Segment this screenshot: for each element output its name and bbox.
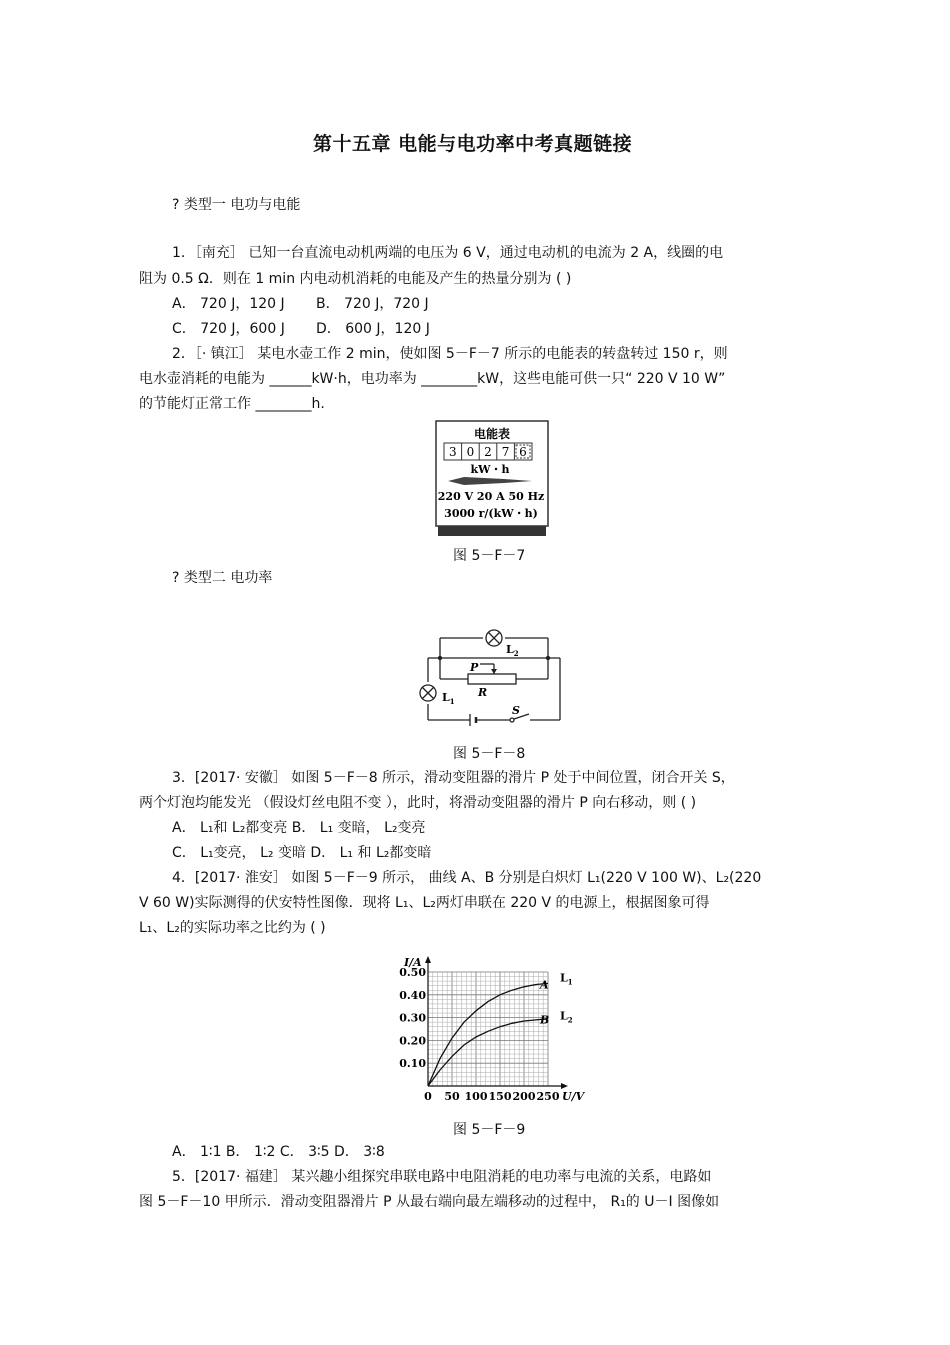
- y-tick-label: 0.40: [399, 988, 426, 1002]
- meter-unit: kW・h: [470, 463, 510, 476]
- y-tick-label: 0.30: [399, 1011, 426, 1025]
- question-2-line-1: 2．［· 镇江］ 某电水壶工作 2 min，使如图 5－F－7 所示的电能表的转盘转过 150 r，则: [172, 346, 728, 362]
- y-tick-label: 0.50: [399, 966, 426, 979]
- label-l2: L: [506, 643, 514, 656]
- question-3-line-2: 两个灯泡均能发光 （假设灯丝电阻不变 ），此时，将滑动变阻器的滑片 P 向右移动，则 ( ): [139, 795, 697, 811]
- chart-grid: [428, 972, 548, 1086]
- series-curve-l2: [428, 1019, 548, 1086]
- question-4-options: A． 1∶1 B． 1∶2 C． 3∶5 D． 3∶8: [172, 1144, 385, 1160]
- x-tick-label: 150: [488, 1090, 512, 1103]
- section-heading-type1: ? 类型一 电功与电能: [172, 197, 301, 213]
- meter-digit-decimal: 6: [519, 445, 527, 459]
- question-4-line-1: 4．[2017· 淮安］ 如图 5－F－9 所示， 曲线 A、B 分别是白炽灯 L₁(220 V 100 W)、L₂(220: [172, 870, 762, 886]
- question-3-line-1: 3．[2017· 安徽］ 如图 5－F－8 所示，滑动变阻器的滑片 P 处于中间位置，闭合开关 S，: [172, 770, 735, 786]
- label-s: S: [512, 704, 520, 717]
- meter-digit: 3: [448, 445, 457, 459]
- question-2-line-2: 电水壶消耗的电能为 ______kW·h，电功率为 ________kW，这些电能可供一只“ 220 V 10 W”: [139, 371, 726, 387]
- meter-title: 电能表: [473, 427, 511, 441]
- question-1-option-d: D． 600 J，120 J: [316, 321, 430, 337]
- x-tick-label: 200: [512, 1090, 536, 1103]
- y-tick-label: 0.20: [399, 1034, 426, 1048]
- svg-text:L1: [442, 691, 455, 706]
- figure-9-caption: 图 5－F－9: [453, 1122, 526, 1138]
- question-1-line-2: 阻为 0.5 Ω．则在 1 min 内电动机消耗的电能及产生的热量分别为 ( ): [139, 271, 572, 287]
- question-1-option-a: A． 720 J，120 J: [172, 296, 285, 312]
- question-5-line-1: 5．[2017· 福建］ 某兴趣小组探究串联电路中电阻消耗的电功率与电流的关系，电路如: [172, 1169, 712, 1185]
- question-2-line-3: 的节能灯正常工作 ________h.: [139, 396, 325, 412]
- energy-meter-figure: [434, 420, 550, 538]
- label-l1-sub: 1: [449, 697, 455, 706]
- series-curve-l1: [428, 983, 548, 1086]
- question-1-option-c: C． 720 J，600 J: [172, 321, 285, 337]
- iu-characteristic-chart: [398, 954, 588, 1110]
- figure-7-caption: 图 5－F－7: [453, 548, 526, 564]
- y-axis-label: I/A: [404, 956, 422, 969]
- label-p: P: [470, 661, 479, 674]
- meter-rating: 220 V 20 A 50 Hz: [437, 490, 545, 503]
- question-4-line-2: V 60 W)实际测得的伏安特性图像．现将 L₁、L₂两灯串联在 220 V 的电源上，根据图象可得: [139, 895, 710, 911]
- meter-digit: 7: [501, 445, 510, 459]
- meter-constant: 3000 r/(kW・h): [444, 507, 538, 520]
- curve-label-b: B: [540, 1013, 550, 1027]
- question-3-options-ab: A． L₁和 L₂都变亮 B． L₁ 变暗， L₂变亮: [172, 820, 426, 836]
- series-name-l1: $L_1$: [560, 971, 573, 987]
- meter-digit: 2: [484, 445, 492, 459]
- question-1-line-1: 1．［南充］ 已知一台直流电动机两端的电压为 6 V，通过电动机的电流为 2 A，线圈的电: [172, 245, 724, 261]
- page-title: 第十五章 电能与电功率中考真题链接: [313, 133, 633, 155]
- chart-ticks: [399, 966, 560, 1103]
- y-axis-arrow: [425, 956, 431, 963]
- x-axis-label: U/V: [562, 1090, 585, 1103]
- circuit-figure: [410, 624, 570, 728]
- x-tick-label: 0: [424, 1090, 432, 1103]
- label-r: R: [478, 686, 488, 699]
- x-tick-label: 100: [464, 1090, 488, 1103]
- meter-digit: 0: [466, 445, 475, 459]
- series-name-l2: $L_2$: [560, 1009, 573, 1025]
- question-4-line-3: L₁、L₂的实际功率之比约为 ( ): [139, 920, 326, 936]
- svg-text:L2: [506, 643, 519, 658]
- question-1-option-b: B． 720 J，720 J: [316, 296, 429, 312]
- label-l2-sub: 2: [513, 649, 519, 658]
- figure-8-caption: 图 5－F－8: [453, 746, 526, 762]
- x-tick-label: 250: [536, 1090, 560, 1103]
- y-tick-label: 0.10: [399, 1057, 426, 1071]
- x-tick-label: 50: [444, 1090, 460, 1103]
- question-5-line-2: 图 5－F－10 甲所示．滑动变阻器滑片 P 从最右端向最左端移动的过程中， R₁的 U－I 图像如: [139, 1194, 720, 1210]
- question-3-options-cd: C． L₁变亮， L₂ 变暗 D． L₁ 和 L₂都变暗: [172, 845, 432, 861]
- x-axis-arrow: [561, 1083, 568, 1089]
- curve-label-a: A: [540, 978, 549, 992]
- label-l1: L: [442, 691, 450, 704]
- section-heading-type2: ? 类型二 电功率: [172, 570, 273, 586]
